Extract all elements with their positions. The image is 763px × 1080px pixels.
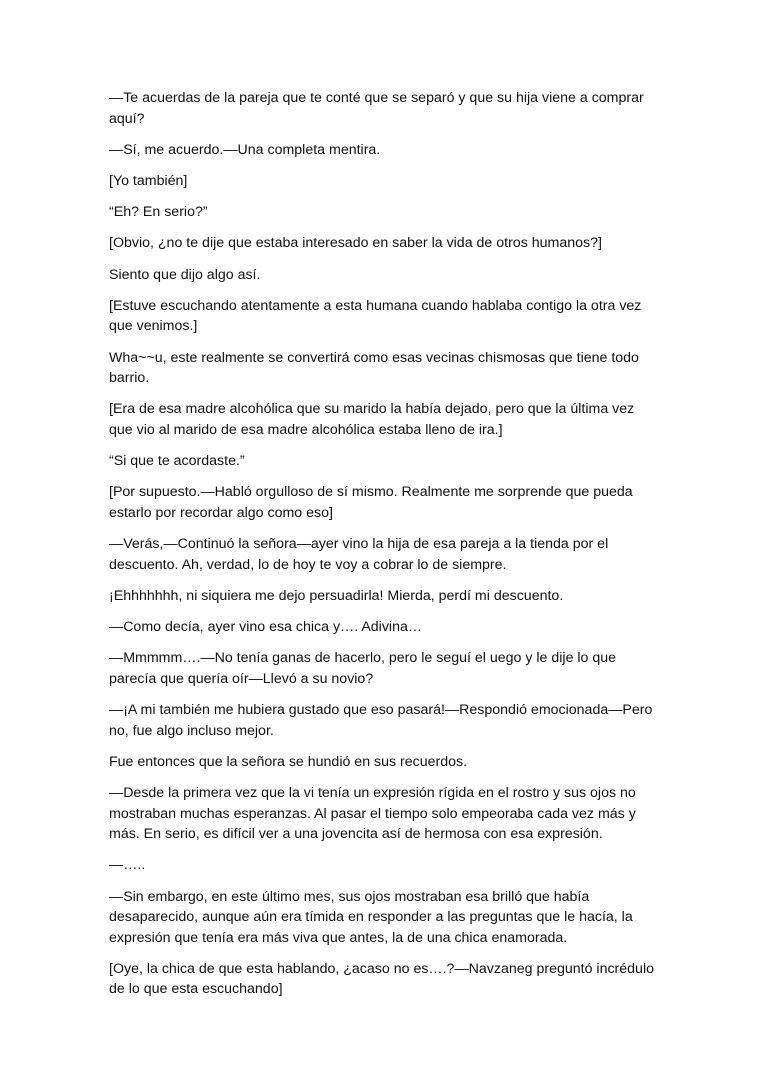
- paragraph: Wha~~u, este realmente se convertirá como esas vecinas chismosas que tiene todo barrio.: [109, 349, 639, 387]
- paragraph: ¡Ehhhhhhh, ni siquiera me dejo persuadirla! Mierda, perdí mi descuento.: [109, 587, 564, 604]
- paragraph: “Si que te acordaste.”: [109, 453, 245, 470]
- paragraph: —…..: [109, 857, 146, 874]
- paragraph: [Obvio, ¿no te dije que estaba interesado en saber la vida de otros humanos?]: [109, 235, 602, 252]
- paragraph: [Era de esa madre alcohólica que su marido la había dejado, pero que la última vez que vio al marido de esa madre alcohólica estaba lleno de ira.]: [109, 401, 635, 438]
- paragraph: —Sin embargo, en este último mes, sus ojos mostraban esa brilló que había desaparecido, aunque aún era tímida en responder a las preguntas que le hacía, la expresión que tenía era más viva que antes, la de una chica enamorada.: [109, 888, 633, 946]
- paragraph: [Oye, la chica de que esta hablando, ¿acaso no es….?—Navzaneg preguntó incrédulo de lo que esta escuchando]: [109, 960, 654, 998]
- paragraph: —¡A mi también me hubiera gustado que eso pasará!—Respondió emocionada—Pero no, fue algo incluso mejor.: [109, 701, 653, 739]
- paragraph: —Sí, me acuerdo.—Una completa mentira.: [109, 141, 381, 158]
- paragraph: —Te acuerdas de la pareja que te conté que se separó y que su hija viene a comprar aquí?: [109, 90, 644, 127]
- paragraph: —Verás,—Continuó la señora—ayer vino la hija de esa pareja a la tienda por el descuento. Ah, verdad, lo de hoy te voy a cobrar lo de siempre.: [109, 536, 609, 573]
- paragraph: “Eh? En serio?”: [109, 204, 208, 221]
- paragraph: [Yo también]: [109, 172, 188, 189]
- paragraph: —Mmmmm….—No tenía ganas de hacerlo, pero le seguí el uego y le dije lo que parecía que quería oír—Llevó a su novio?: [109, 650, 617, 687]
- paragraph: —Desde la primera vez que la vi tenía un expresión rígida en el rostro y sus ojos no mostraban muchas esperanzas. Al pasar el tiempo solo empeoraba cada vez más y más. En serio, es difícil ver a una jovencita así de hermosa con esa expresión.: [109, 784, 636, 843]
- paragraph: Siento que dijo algo así.: [109, 266, 261, 283]
- paragraph: [Por supuesto.—Habló orgulloso de sí mismo. Realmente me sorprende que pueda estarlo por recordar algo como eso]: [109, 484, 633, 521]
- paragraph: —Como decía, ayer vino esa chica y…. Adivina…: [109, 619, 423, 635]
- document-page: [109, 88, 661, 1011]
- paragraph: [Estuve escuchando atentamente a esta humana cuando hablaba contigo la otra vez que venimos.]: [109, 297, 642, 335]
- paragraph: Fue entonces que la señora se hundió en sus recuerdos.: [109, 753, 468, 770]
